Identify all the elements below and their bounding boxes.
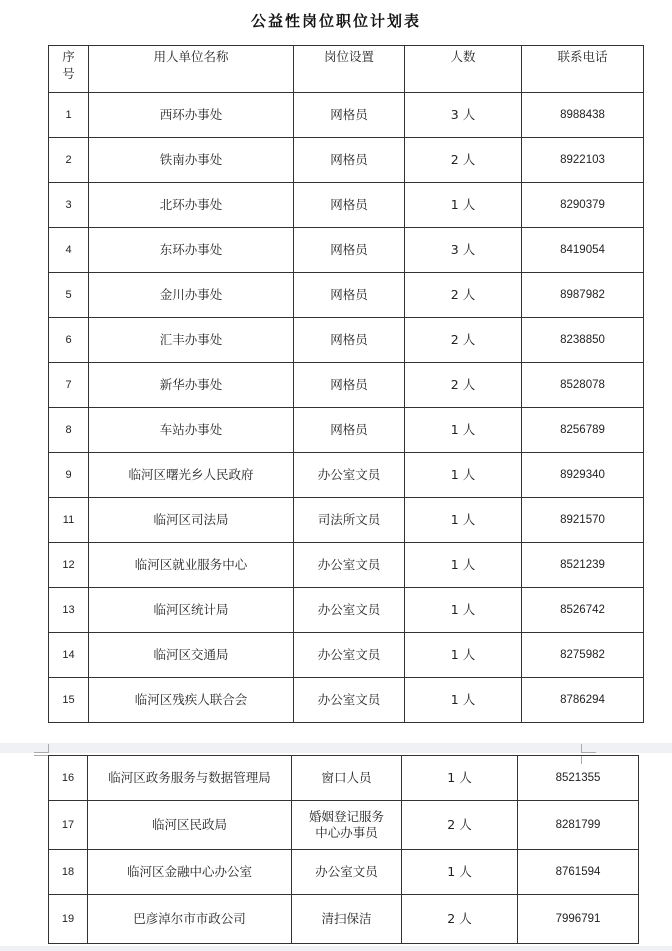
unit-name: 临河区曙光乡人民政府 [89,453,294,498]
headcount: 1 人 [405,543,522,588]
table-row [49,756,639,801]
unit-name: 临河区政务服务与数据管理局 [88,756,292,801]
table-row [49,498,644,543]
row-number: 12 [49,543,89,588]
contact-phone: 8521355 [518,756,639,801]
position-name: 办公室文员 [294,453,405,498]
page-corner-mark [581,744,596,753]
header-count: 人数 [405,46,522,93]
headcount: 3 人 [405,93,522,138]
page-corner-mark [34,755,49,764]
contact-phone: 8786294 [522,678,644,723]
contact-phone: 8987982 [522,273,644,318]
unit-name: 北环办事处 [89,183,294,228]
contact-phone: 8281799 [518,801,639,850]
table-row [49,93,644,138]
unit-name: 临河区金融中心办公室 [88,850,292,895]
row-number: 17 [49,801,88,850]
headcount: 2 人 [405,138,522,183]
row-number: 18 [49,850,88,895]
row-number: 4 [49,228,89,273]
headcount: 2 人 [402,895,518,944]
headcount: 1 人 [405,408,522,453]
contact-phone: 8922103 [522,138,644,183]
row-number: 16 [49,756,88,801]
row-number: 1 [49,93,89,138]
table-row [49,543,644,588]
contact-phone: 8521239 [522,543,644,588]
position-name: 网格员 [294,318,405,363]
unit-name: 新华办事处 [89,363,294,408]
contact-phone: 8988438 [522,93,644,138]
unit-name: 临河区统计局 [89,588,294,633]
headcount: 2 人 [402,801,518,850]
position-name: 网格员 [294,93,405,138]
position-name: 办公室文员 [294,588,405,633]
job-plan-table [48,45,644,723]
row-number: 3 [49,183,89,228]
table-row [49,678,644,723]
headcount: 3 人 [405,228,522,273]
contact-phone: 8238850 [522,318,644,363]
row-number: 7 [49,363,89,408]
headcount: 2 人 [405,318,522,363]
position-name: 网格员 [294,183,405,228]
unit-name: 西环办事处 [89,93,294,138]
table-header-row [49,46,644,93]
headcount: 1 人 [405,588,522,633]
position-name: 网格员 [294,363,405,408]
contact-phone: 8275982 [522,633,644,678]
row-number: 6 [49,318,89,363]
position-name: 清扫保洁 [292,895,402,944]
table-row [49,850,639,895]
table-row [49,895,639,944]
contact-phone: 8256789 [522,408,644,453]
position-name: 办公室文员 [294,543,405,588]
position-name: 网格员 [294,408,405,453]
unit-name: 临河区民政局 [88,801,292,850]
position-name: 办公室文员 [292,850,402,895]
headcount: 1 人 [402,756,518,801]
contact-phone: 8528078 [522,363,644,408]
contact-phone: 8921570 [522,498,644,543]
header-unit: 用人单位名称 [89,46,294,93]
row-number: 15 [49,678,89,723]
headcount: 1 人 [405,498,522,543]
table-row [49,453,644,498]
position-name: 网格员 [294,138,405,183]
page-title: 公益性岗位职位计划表 [250,12,421,30]
headcount: 1 人 [405,678,522,723]
table-row [49,318,644,363]
position-name: 窗口人员 [292,756,402,801]
row-number: 13 [49,588,89,633]
headcount: 1 人 [402,850,518,895]
contact-phone: 8290379 [522,183,644,228]
position-name: 办公室文员 [294,678,405,723]
row-number: 8 [49,408,89,453]
unit-name: 临河区就业服务中心 [89,543,294,588]
table-row [49,228,644,273]
contact-phone: 8761594 [518,850,639,895]
header-position: 岗位设置 [294,46,405,93]
unit-name: 东环办事处 [89,228,294,273]
headcount: 2 人 [405,273,522,318]
row-number: 19 [49,895,88,944]
position-name: 婚姻登记服务 中心办事员 [292,801,402,850]
unit-name: 汇丰办事处 [89,318,294,363]
position-name: 网格员 [294,273,405,318]
table-row [49,183,644,228]
table-row [49,588,644,633]
table-row [49,408,644,453]
contact-phone: 8929340 [522,453,644,498]
row-number: 5 [49,273,89,318]
unit-name: 巴彦淖尔市市政公司 [88,895,292,944]
page-break [0,743,672,753]
headcount: 1 人 [405,453,522,498]
page-corner-mark [34,744,49,753]
header-no: 序 号 [49,46,89,93]
row-number: 14 [49,633,89,678]
row-number: 2 [49,138,89,183]
unit-name: 车站办事处 [89,408,294,453]
unit-name: 金川办事处 [89,273,294,318]
position-name: 办公室文员 [294,633,405,678]
table-row [49,801,639,850]
position-name: 司法所文员 [294,498,405,543]
table-row [49,138,644,183]
row-number: 11 [49,498,89,543]
headcount: 1 人 [405,633,522,678]
contact-phone: 8419054 [522,228,644,273]
job-plan-table-continued [48,755,639,944]
table-row [49,633,644,678]
unit-name: 铁南办事处 [89,138,294,183]
unit-name: 临河区残疾人联合会 [89,678,294,723]
headcount: 2 人 [405,363,522,408]
position-name: 网格员 [294,228,405,273]
header-phone: 联系电话 [522,46,644,93]
row-number: 9 [49,453,89,498]
table-row [49,273,644,318]
contact-phone: 7996791 [518,895,639,944]
headcount: 1 人 [405,183,522,228]
unit-name: 临河区交通局 [89,633,294,678]
table-row [49,363,644,408]
unit-name: 临河区司法局 [89,498,294,543]
contact-phone: 8526742 [522,588,644,633]
page-break [0,946,672,951]
